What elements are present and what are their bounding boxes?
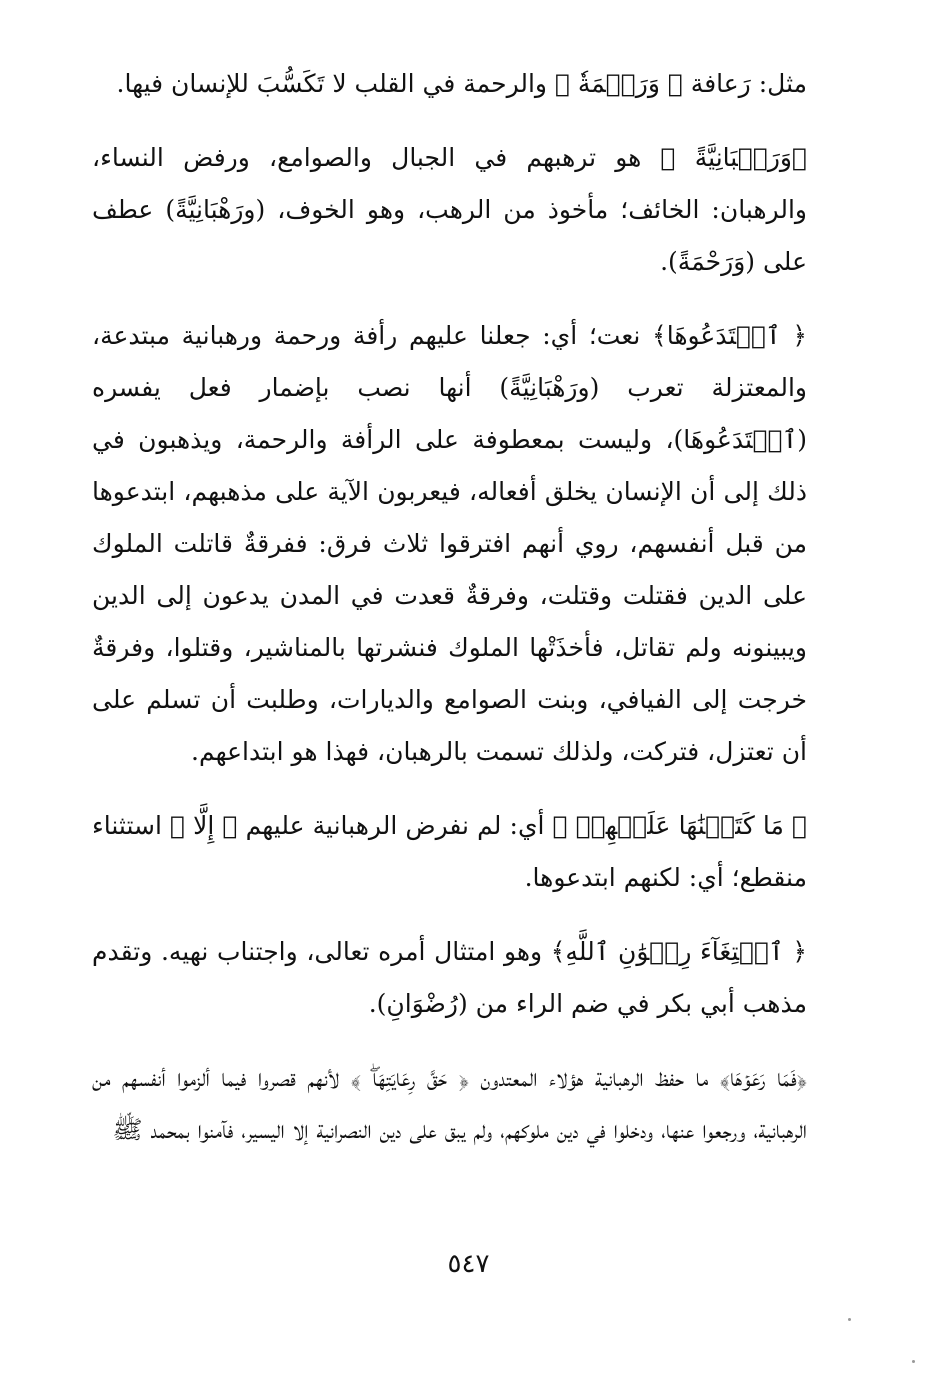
scan-speck [912,1360,915,1363]
paragraph-1: مثل: رَعافة ﴿ وَرَحۡمَةٗ ﴾ والرحمة في القلب لا تَكَسُّبَ للإنسان فيها. [116,69,807,98]
paragraph-4: ﴿ مَا كَتَبۡنَٰهَا عَلَيۡهِمۡ ﴾ أي: لم نفرض الرهبانية عليهم ﴿ إِلَّا ﴾ استثناء منقطع؛ أي: لكنهم ابتدعوها. [92,811,807,892]
page-body [92,58,807,1156]
paragraph-6: ﴿فَمَا رَعَوۡهَا﴾ ما حفظ الرهبانية هؤلاء المعتدون ﴿ حَقَّ رِعَايَتِهَاۖ ﴾ لأنهم قصروا فيما ألزموا أنفسهم من الرهبانية، ورجعوا عنها، ودخلوا في دين ملوكهم، ولم يبق على دين النصرانية إلا اليسير، فآمنوا بمحمد ﷺ [92,1063,807,1144]
paragraph-3: ﴿ ٱبۡتَدَعُوهَا﴾ نعت؛ أي: جعلنا عليهم رأفة ورحمة ورهبانية مبتدعة، والمعتزلة تعرب (ورَهْبَانِيَّةً) أنها نصب بإضمار فعل يفسره (ٱبۡتَدَعُوهَا)، وليست بمعطوفة على الرأفة والرحمة، ويذهبون في ذلك إلى أن الإنسان يخلق أفعاله، فيعربون الآية على مذهبهم، ابتدعوها من قبل أنفسهم، روي أنهم افترقوا ثلاث فرق: ففرقةٌ قاتلت الملوك على الدين فقتلت وقتلت، وفرقةٌ قعدت في المدن يدعون إلى الدين ويبينونه ولم تقاتل، فأخذَتْها الملوك فنشرتها بالمناشير، وقتلوا، وفرقةٌ خرجت إلى الفيافي، وبنت الصوامع والديارات، وطلبت أن تسلم على أن تعتزل، فتركت، ولذلك تسمت بالرهبان، فهذا هو ابتداعهم. [92,321,807,766]
paragraph-2: ﴿وَرَهۡبَانِيَّةً ﴾ هو ترهبهم في الجبال والصوامع، ورفض النساء، والرهبان: الخائف؛ مأخوذ من الرهب، وهو الخوف، (ورَهْبَانِيَّةً) عطف على (وَرَحْمَةً). [92,143,807,276]
page-number: ٥٤٧ [447,1249,490,1279]
paragraph-5: ﴿ ٱبۡتِغَآءَ رِضۡوَٰنِ ٱللَّهِ﴾ وهو امتثال أمره تعالى، واجتناب نهيه. وتقدم مذهب أبي بكر في ضم الراء من (رُضْوَانِ). [92,937,807,1018]
scan-speck [848,1318,851,1321]
